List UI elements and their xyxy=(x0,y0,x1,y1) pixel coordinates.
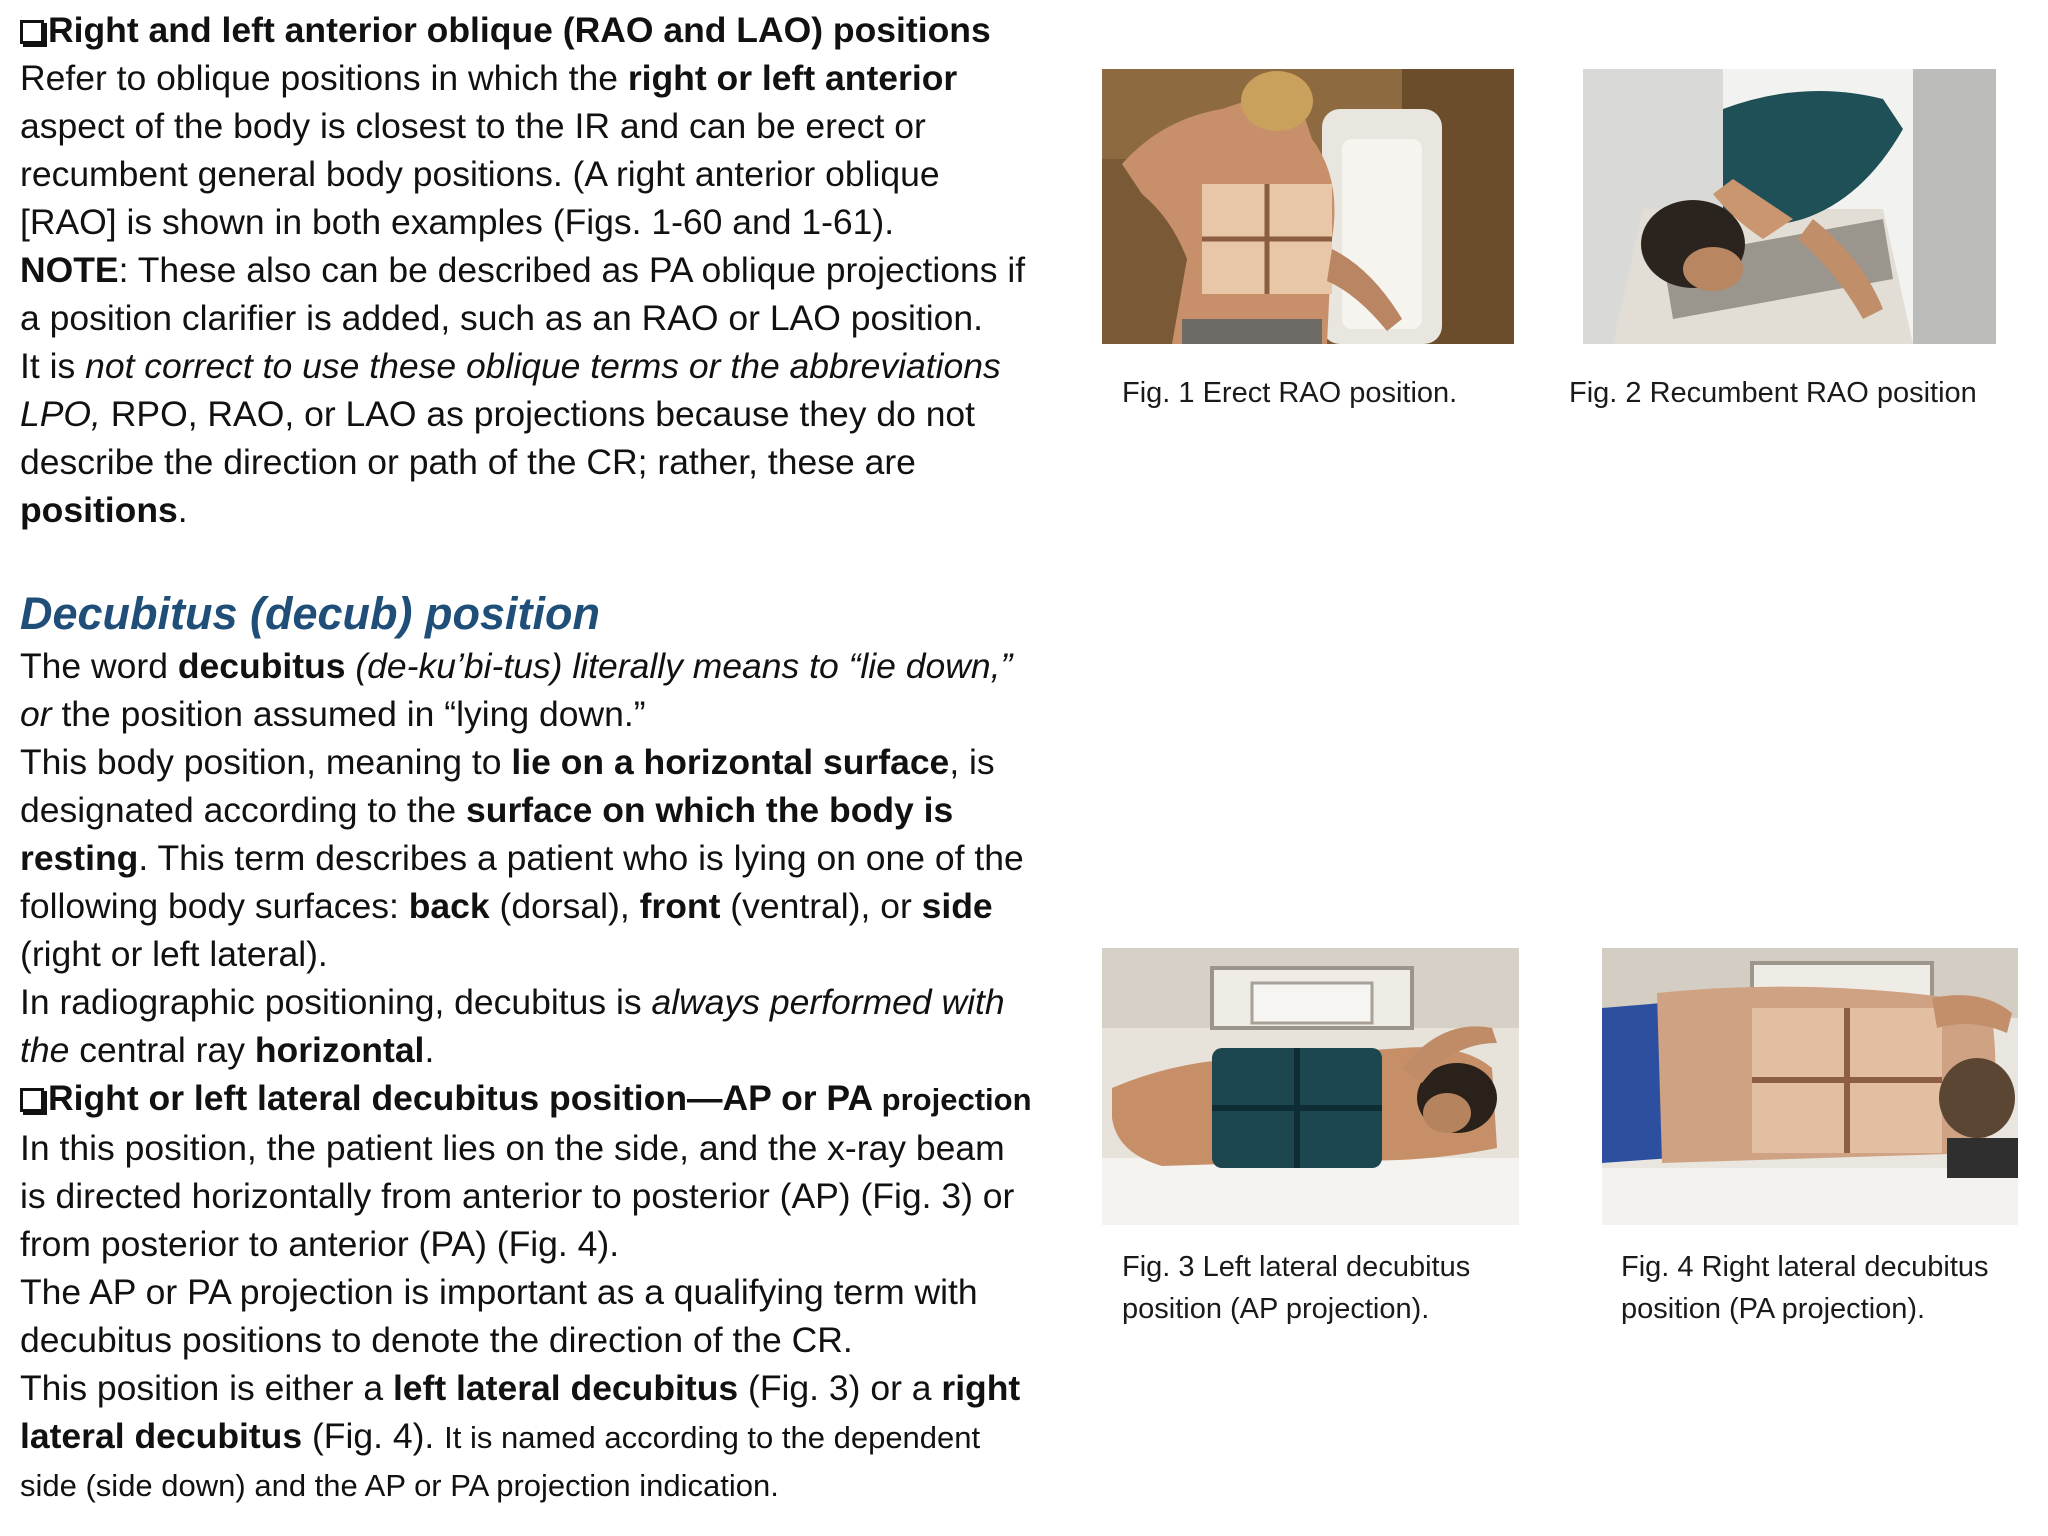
text-line: decubitus positions to denote the direction of the CR. xyxy=(20,1320,853,1360)
text-line: recumbent general body positions. (A right anterior oblique xyxy=(20,154,940,194)
text-line: This body position, meaning to lie on a horizontal surface, is xyxy=(20,742,995,782)
checkbox-bullet-icon xyxy=(20,20,44,44)
figure-4-caption: Fig. 4 Right lateral decubitus position (PA projection). xyxy=(1621,1251,1989,1325)
text-line: In radiographic positioning, decubitus is always performed with xyxy=(20,982,1005,1022)
text-line: This position is either a left lateral decubitus (Fig. 3) or a right xyxy=(20,1368,1021,1408)
text-line: positions. xyxy=(20,490,188,530)
text-line: side (side down) and the AP or PA projection indication. xyxy=(20,1468,779,1503)
text-line: designated according to the surface on which the body is xyxy=(20,790,954,830)
text-line: It is not correct to use these oblique terms or the abbreviations xyxy=(20,346,1001,386)
note-line: NOTE: These also can be described as PA oblique projections if xyxy=(20,250,1026,290)
text-line: following body surfaces: back (dorsal), front (ventral), or side xyxy=(20,886,993,926)
text-line: The word decubitus (de-ku’bi-tus) literally means to “lie down,” xyxy=(20,646,1013,686)
text-line: In this position, the patient lies on the side, and the x-ray beam xyxy=(20,1128,1005,1168)
main-text-column xyxy=(20,6,1070,1510)
figure-3-image xyxy=(1102,948,1519,1225)
section-heading-decubitus: Decubitus (decub) position xyxy=(20,588,600,639)
figure-1-image xyxy=(1102,69,1514,344)
text-line: [RAO] is shown in both examples (Figs. 1-60 and 1-61). xyxy=(20,202,895,242)
text-line: the central ray horizontal. xyxy=(20,1030,435,1070)
text-line: or the position assumed in “lying down.” xyxy=(20,694,646,734)
figure-1-caption: Fig. 1 Erect RAO position. xyxy=(1122,377,1458,409)
figure-4-image xyxy=(1602,948,2018,1225)
text-line: LPO, RPO, RAO, or LAO as projections because they do not xyxy=(20,394,976,434)
text-line: aspect of the body is closest to the IR and can be erect or xyxy=(20,106,926,146)
text-line: (right or left lateral). xyxy=(20,934,328,974)
text-line: a position clarifier is added, such as an RAO or LAO position. xyxy=(20,298,983,338)
text-line: from posterior to anterior (PA) (Fig. 4). xyxy=(20,1224,620,1264)
figure-2-image xyxy=(1583,69,1996,344)
section-title-lateral-decubitus: Right or left lateral decubitus position—AP or PA projection xyxy=(20,1074,1070,1124)
text-line: Refer to oblique positions in which the right or left anterior xyxy=(20,58,958,98)
text-line: is directed horizontally from anterior to posterior (AP) (Fig. 3) or xyxy=(20,1176,1015,1216)
text-line: resting. This term describes a patient who is lying on one of the xyxy=(20,838,1024,878)
text-line: lateral decubitus (Fig. 4). It is named according to the dependent xyxy=(20,1416,981,1456)
figure-3-caption: Fig. 3 Left lateral decubitus position (AP projection). xyxy=(1122,1251,1471,1325)
checkbox-bullet-icon xyxy=(20,1088,44,1112)
figure-2-caption: Fig. 2 Recumbent RAO position xyxy=(1569,377,1977,409)
text-line: describe the direction or path of the CR; rather, these are xyxy=(20,442,916,482)
text-line: The AP or PA projection is important as a qualifying term with xyxy=(20,1272,978,1312)
section-title-oblique: Right and left anterior oblique (RAO and LAO) positions xyxy=(20,6,1070,54)
